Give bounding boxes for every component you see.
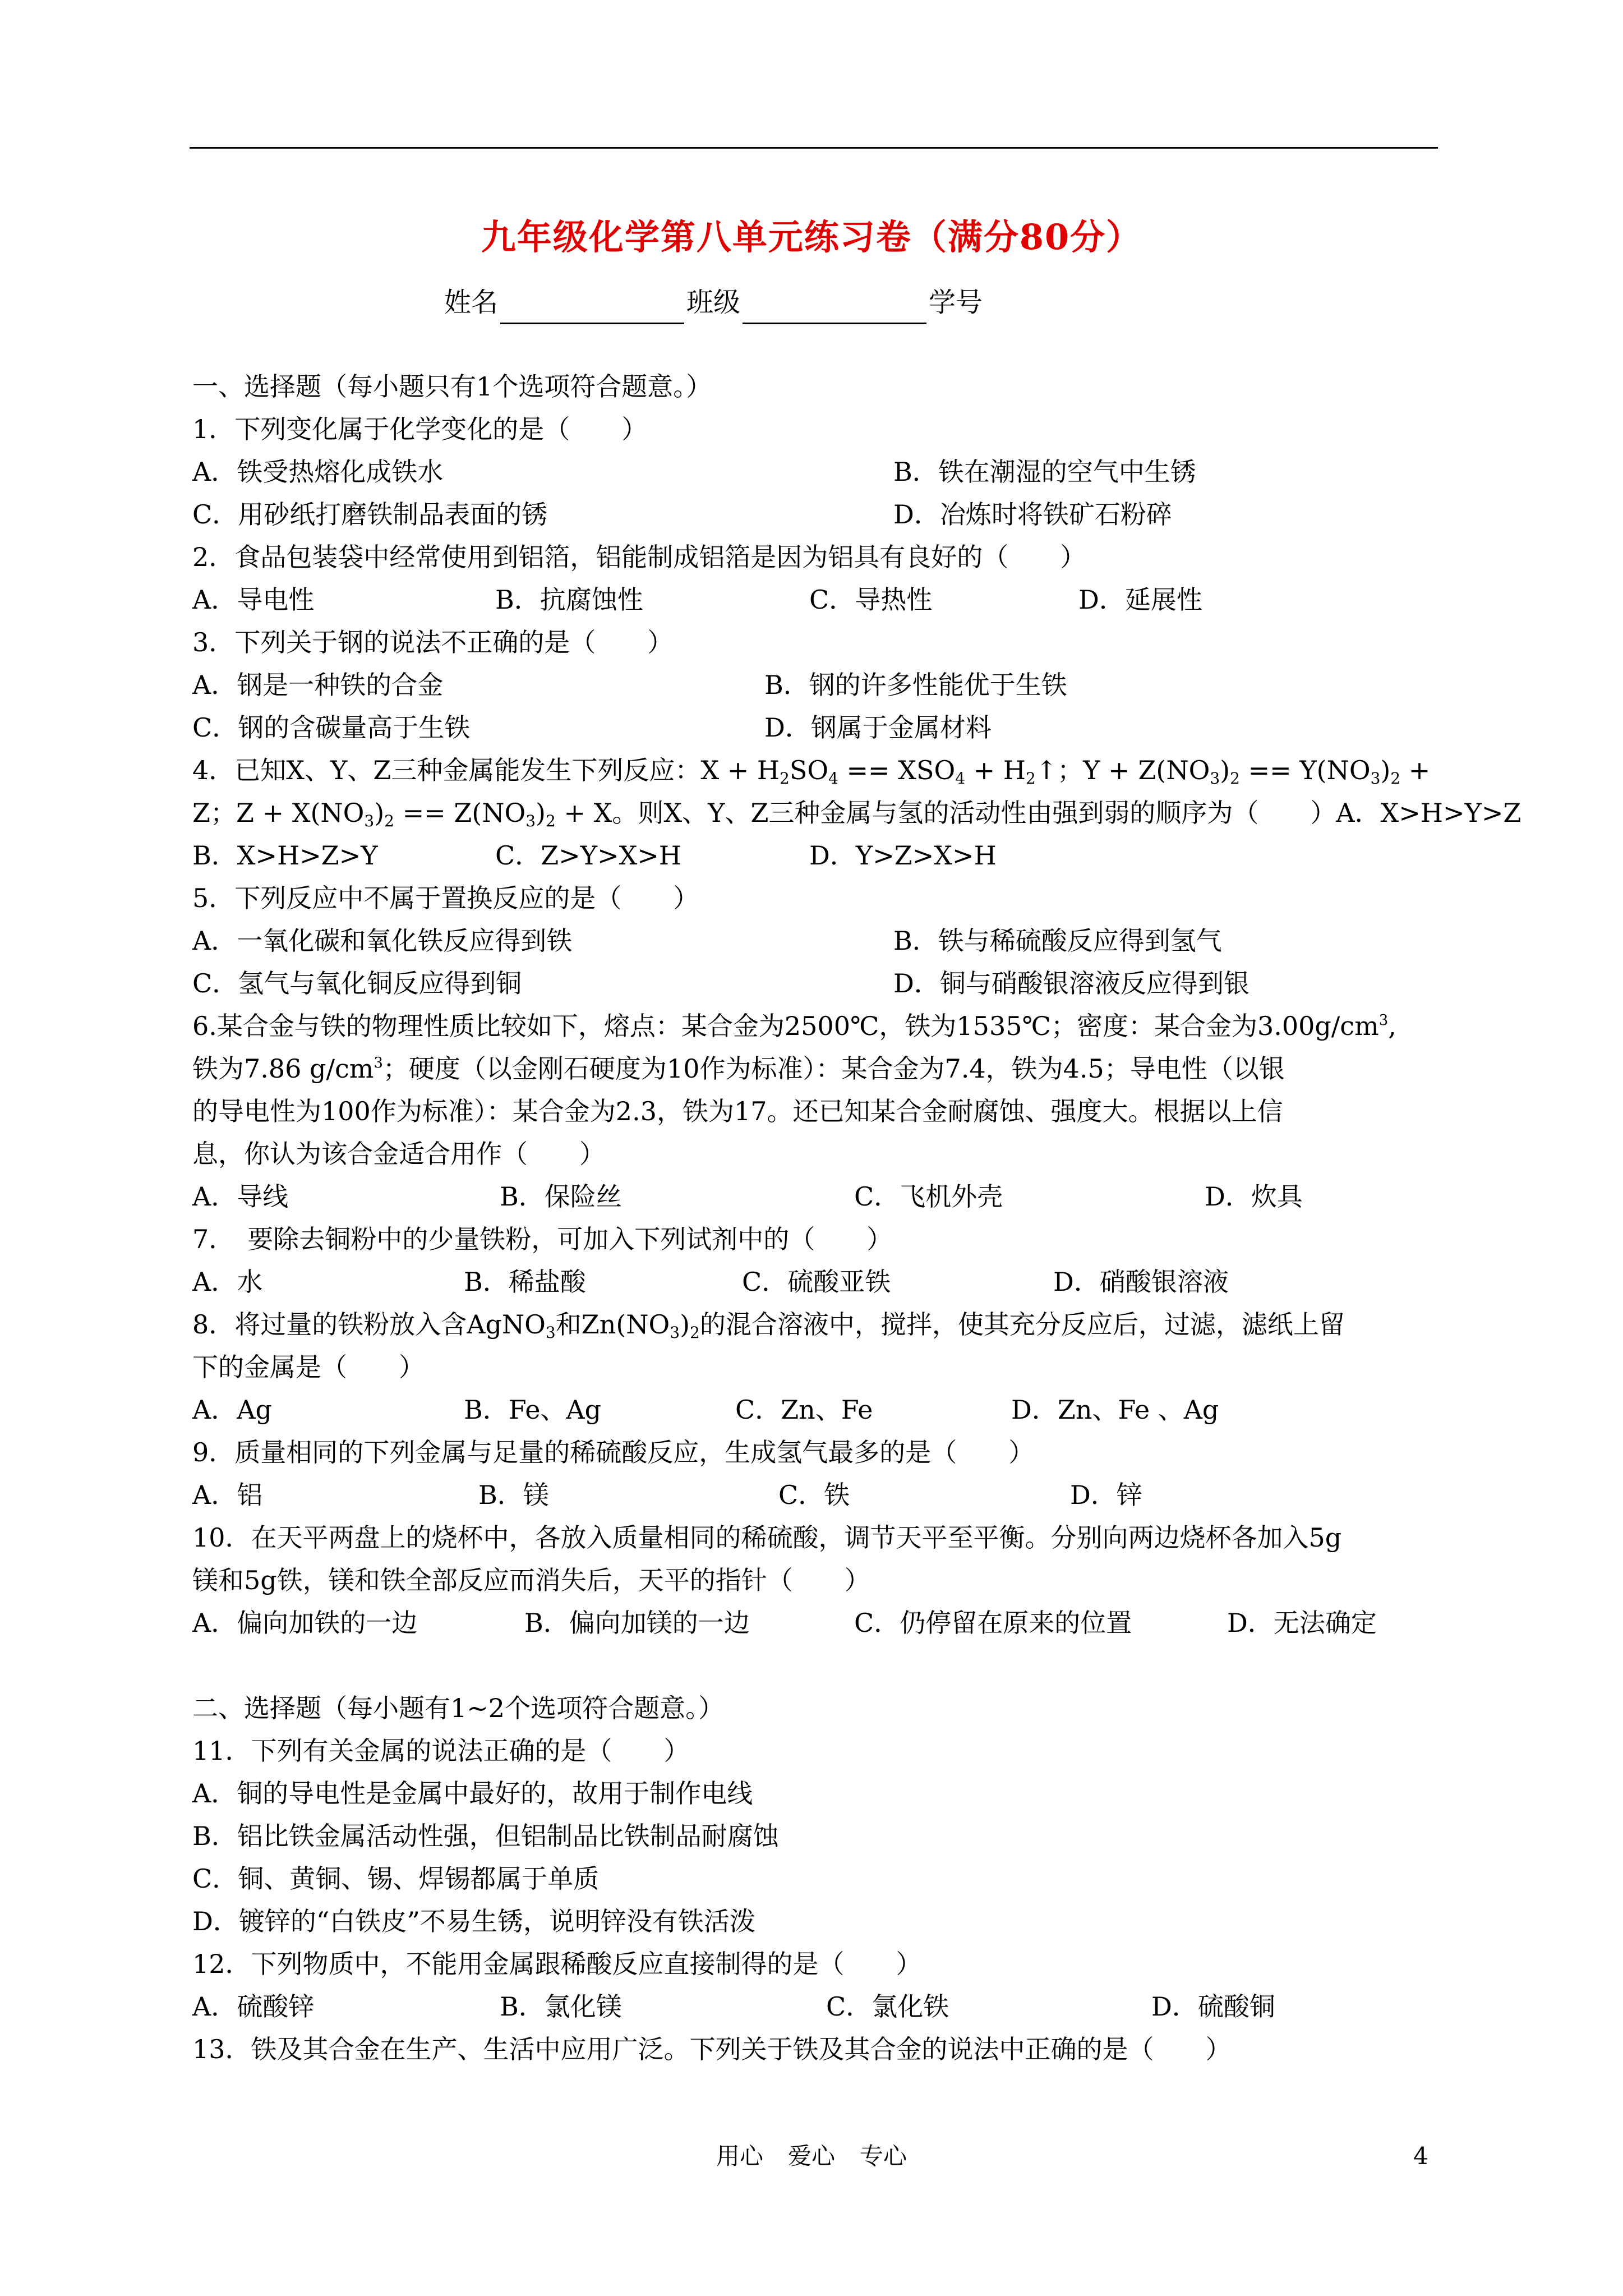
q10-option-a: A．偏向加铁的一边 xyxy=(192,1608,418,1638)
exam-content xyxy=(192,365,1521,2070)
q11-option-c: C．铜、黄铜、锡、焊锡都属于单质 xyxy=(192,1864,600,1894)
q7-option-d: D．硝酸银溶液 xyxy=(1053,1267,1229,1297)
section-gap xyxy=(192,1644,1441,1687)
q5-option-a: A．一氧化碳和氧化铁反应得到铁 xyxy=(192,926,573,956)
q6-line3: 的导电性为100作为标准）：某合金为2.3，铁为17。还已知某合金耐腐蚀、强度大。根据以上信 xyxy=(192,1096,1283,1126)
q11-stem: 11．下列有关金属的说法正确的是（ ） xyxy=(192,1736,690,1766)
q6-option-a: A．导线 xyxy=(192,1181,289,1212)
q5-stem: 5．下列反应中不属于置换反应的是（ ） xyxy=(192,883,699,913)
q8-line1: 8．将过量的铁粉放入含AgNO$_3$和$Zn(NO_3)_2$的混合溶液中，搅拌，使其充分反应后，过滤，滤纸上留 xyxy=(192,1309,1345,1342)
q7-option-c: C．硫酸亚铁 xyxy=(742,1267,891,1297)
q9-option-b: B．镁 xyxy=(478,1480,549,1510)
footer-motto-3: 专心 xyxy=(860,2142,907,2170)
q1-option-d: D．冶炼时将铁矿石粉碎 xyxy=(893,499,1172,530)
q10-option-b: B．偏向加镁的一边 xyxy=(524,1608,750,1638)
q9-option-c: C．铁 xyxy=(778,1480,850,1510)
q1-options-row1 xyxy=(192,450,1441,493)
q1-option-c: C．用砂纸打磨铁制品表面的锈 xyxy=(192,499,548,530)
q9-option-a: A．铝 xyxy=(192,1480,263,1510)
q2-stem: 2．食品包装袋中经常使用到铝箔，铝能制成铝箔是因为铝具有良好的（ ） xyxy=(192,542,1086,572)
q3-option-b: B．钢的许多性能优于生铁 xyxy=(764,670,1067,700)
q4-options xyxy=(192,834,1441,877)
q4-option-c: C．Z>Y>X>H xyxy=(495,840,682,871)
q12-stem: 12．下列物质中，不能用金属跟稀酸反应直接制得的是（ ） xyxy=(192,1949,922,1979)
q4-line2: Z；$Z + X(NO_3)_2 == Z(NO_3)_2 + X$。则X、Y、Z三种金属与氢的活动性由强到弱的顺序为（ ）A．X>H>Y>Z xyxy=(192,798,1521,830)
q10-line2: 镁和5g铁，镁和铁全部反应而消失后，天平的指针（ ） xyxy=(192,1565,870,1595)
q1-options-row2 xyxy=(192,493,1441,536)
student-info-line xyxy=(444,280,983,324)
page-title: 九年级化学第八单元练习卷（满分80分） xyxy=(481,217,1142,257)
q5-option-b: B．铁与稀硫酸反应得到氢气 xyxy=(893,926,1222,956)
q7-options xyxy=(192,1260,1441,1303)
q9-options xyxy=(192,1474,1441,1516)
page-number: 4 xyxy=(1413,2142,1428,2170)
q11-option-a: A．铜的导电性是金属中最好的，故用于制作电线 xyxy=(192,1778,753,1809)
q7-option-b: B．稀盐酸 xyxy=(464,1267,586,1297)
q6-line4: 息，你认为该合金适合用作（ ） xyxy=(192,1139,605,1169)
q10-options xyxy=(192,1602,1441,1644)
q6-option-c: C．飞机外壳 xyxy=(854,1181,1003,1212)
q5-option-d: D．铜与硝酸银溶液反应得到银 xyxy=(893,968,1249,999)
q13-stem: 13．铁及其合金在生产、生活中应用广泛。下列关于铁及其合金的说法中正确的是（ ） xyxy=(192,2034,1232,2064)
q3-option-c: C．钢的含碳量高于生铁 xyxy=(192,712,471,743)
q12-options xyxy=(192,1985,1441,2028)
q8-option-b: B．Fe、Ag xyxy=(464,1395,602,1425)
q4-option-b: B．X>H>Z>Y xyxy=(192,840,378,871)
q9-stem: 9．质量相同的下列金属与足量的稀硫酸反应，生成氢气最多的是（ ） xyxy=(192,1437,1035,1467)
q8-option-c: C．Zn、Fe xyxy=(735,1395,873,1425)
q10-line1: 10．在天平两盘上的烧杯中，各放入质量相同的稀硫酸，调节天平至平衡。分别向两边烧杯各加入5g xyxy=(192,1522,1342,1553)
q3-option-a: A．钢是一种铁的合金 xyxy=(192,670,444,700)
section2-heading: 二、选择题（每小题有1~2个选项符合题意。） xyxy=(192,1693,725,1723)
q5-options-row2 xyxy=(192,962,1441,1005)
q12-option-c: C．氯化铁 xyxy=(826,1991,949,2022)
q8-option-a: A．Ag xyxy=(192,1395,272,1425)
q8-option-d: D．Zn、Fe 、Ag xyxy=(1011,1395,1219,1425)
q6-option-b: B．保险丝 xyxy=(500,1181,622,1212)
section1-heading: 一、选择题（每小题只有1个选项符合题意。） xyxy=(192,371,712,402)
name-blank[interactable] xyxy=(500,289,684,324)
q11-option-b: B．铝比铁金属活动性强，但铝制品比铁制品耐腐蚀 xyxy=(192,1821,779,1851)
id-label: 学号 xyxy=(929,287,983,318)
q6-line1: 6.某合金与铁的物理性质比较如下，熔点：某合金为2500℃，铁为1535℃；密度：某合金为$3.00g/cm^3$, xyxy=(192,1011,1396,1041)
q4-option-d: D．Y>Z>X>H xyxy=(809,840,997,871)
q12-option-a: A．硫酸锌 xyxy=(192,1991,315,2022)
q3-options-row2 xyxy=(192,706,1441,749)
q7-stem: 7． 要除去铜粉中的少量铁粉，可加入下列试剂中的（ ） xyxy=(192,1224,893,1254)
q3-options-row1 xyxy=(192,664,1441,706)
q8-line2: 下的金属是（ ） xyxy=(192,1352,425,1382)
q10-option-d: D．无法确定 xyxy=(1227,1608,1377,1638)
header-rule xyxy=(190,147,1438,149)
q4-line1: 4．已知X、Y、Z三种金属能发生下列反应：$X + H_2SO_4 == XSO_4$ + $H_2↑$；$Y + Z(NO_3)_2 == Y(NO_3)_2$ + xyxy=(192,755,1431,788)
q1-option-a: A．铁受热熔化成铁水 xyxy=(192,457,444,487)
class-label: 班级 xyxy=(686,287,741,318)
q5-option-c: C．氢气与氧化铜反应得到铜 xyxy=(192,968,522,999)
class-blank[interactable] xyxy=(743,289,926,324)
q8-options xyxy=(192,1388,1441,1431)
name-label: 姓名 xyxy=(444,287,499,318)
q2-option-c: C．导热性 xyxy=(809,585,933,615)
q2-option-b: B．抗腐蚀性 xyxy=(495,585,643,615)
q1-option-b: B．铁在潮湿的空气中生锈 xyxy=(893,457,1196,487)
q6-option-d: D．炊具 xyxy=(1205,1181,1303,1212)
q2-option-a: A．导电性 xyxy=(192,585,315,615)
q2-option-d: D．延展性 xyxy=(1078,585,1202,615)
q1-stem: 1．下列变化属于化学变化的是（ ） xyxy=(192,414,648,444)
footer-motto xyxy=(0,2139,1623,2173)
q5-options-row1 xyxy=(192,919,1441,962)
q6-options xyxy=(192,1175,1441,1218)
q9-option-d: D．锌 xyxy=(1070,1480,1142,1510)
q12-option-d: D．硫酸铜 xyxy=(1151,1991,1275,2022)
q3-stem: 3．下列关于钢的说法不正确的是（ ） xyxy=(192,627,674,657)
footer-motto-2: 爱心 xyxy=(787,2142,835,2170)
q6-line2: 铁为7.86 $g/cm^3$；硬度（以金刚石硬度为10作为标准）：某合金为7.4，铁为4.5；导电性（以银 xyxy=(192,1053,1285,1084)
q2-options xyxy=(192,578,1441,621)
q11-option-d: D．镀锌的“白铁皮”不易生锈，说明锌没有铁活泼 xyxy=(192,1906,755,1936)
q3-option-d: D．钢属于金属材料 xyxy=(764,712,992,743)
q7-option-a: A．水 xyxy=(192,1267,263,1297)
q12-option-b: B．氯化镁 xyxy=(500,1991,622,2022)
q10-option-c: C．仍停留在原来的位置 xyxy=(854,1608,1132,1638)
footer-motto-1: 用心 xyxy=(716,2142,763,2170)
